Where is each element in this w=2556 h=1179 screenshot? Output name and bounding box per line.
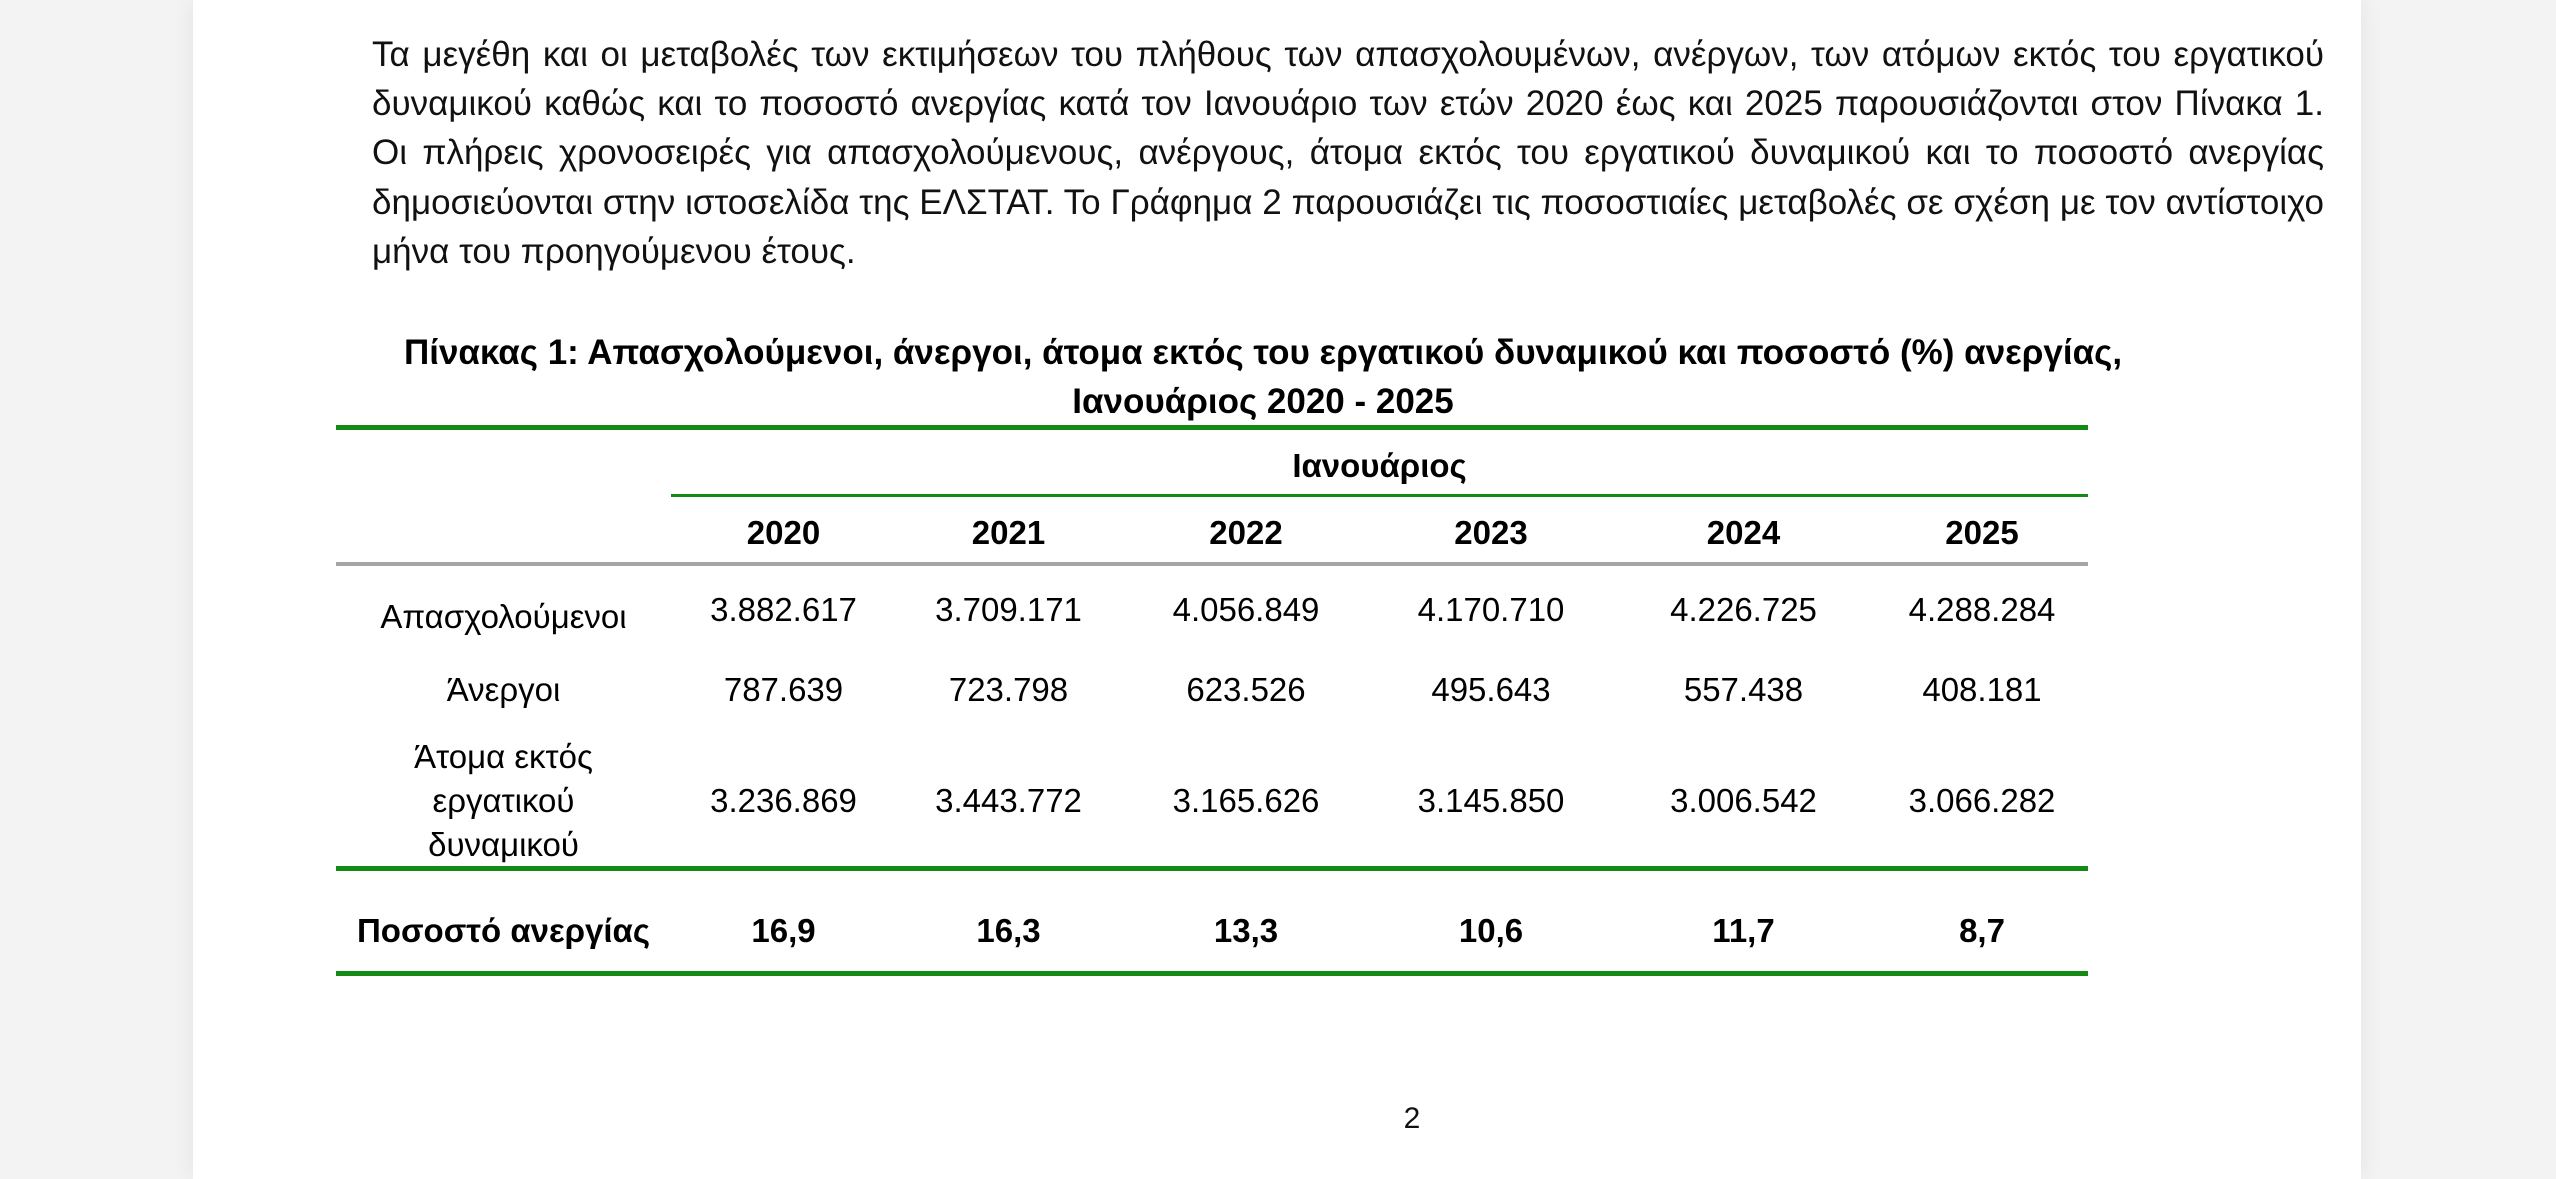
table-cell: 3.165.626	[1172, 782, 1320, 819]
table-bottom-rule	[336, 971, 2088, 976]
table-caption-line-1: Πίνακας 1: Απασχολούμενοι, άνεργοι, άτομα εκτός του εργατικού δυναμικού και ποσοστό (%) ανεργίας,	[403, 333, 2123, 372]
row-label-unemployed: Άνεργοι	[446, 671, 561, 708]
table-cell: 3.443.772	[935, 782, 1082, 819]
table-cell: 4.170.710	[1417, 591, 1565, 628]
year-header: 2023	[1454, 514, 1528, 551]
table-cell: 3.709.171	[935, 591, 1082, 628]
table-cell: 623.526	[1186, 671, 1306, 708]
year-header: 2021	[971, 514, 1046, 551]
body-paragraph: Τα μεγέθη και οι μεταβολές των εκτιμήσεων του πλήθους των απασχολουμένων, ανέργων, των ατόμων εκτός του εργατικού δυναμικού καθώς και το ποσοστό ανεργίας κατά τον Ιανουάριο των ετών 2020 έως και 2025 παρουσιάζονται στον Πίνακα 1. Οι πλήρεις χρονοσειρές για απασχολούμενους, ανέργους, άτομα εκτός του εργατικού δυναμικού και το ποσοστό ανεργίας δημοσιεύονται στην ιστοσελίδα της ΕΛΣΤΑΤ. Το Γράφημα 2 παρουσιάζει τις ποσοστιαίες μεταβολές σε σχέση με τον αντίστοιχο μήνα του προηγούμενου έτους.	[372, 35, 2324, 271]
table-cell: 3.006.542	[1670, 782, 1817, 819]
employment-table	[336, 425, 2088, 977]
rate-cell: 16,9	[751, 912, 816, 949]
group-header-rule	[671, 494, 2088, 497]
table-cell: 787.639	[723, 671, 844, 708]
table-top-rule	[336, 425, 2088, 430]
row-label-line: δυναμικού	[428, 826, 579, 863]
year-header: 2022	[1209, 514, 1283, 551]
table-cell: 4.226.725	[1670, 591, 1817, 628]
row-label-unemployment-rate: Ποσοστό ανεργίας	[356, 912, 651, 949]
rate-cell: 16,3	[976, 912, 1041, 949]
rate-cell: 8,7	[1959, 912, 2005, 949]
table-cell: 3.882.617	[710, 591, 857, 628]
header-bottom-rule	[336, 562, 2088, 566]
table-cell: 408.181	[1922, 671, 2042, 708]
table-cell: 3.066.282	[1908, 782, 2056, 819]
rate-cell: 10,6	[1458, 912, 1524, 949]
table-cell: 723.798	[948, 671, 1069, 708]
year-header: 2024	[1706, 514, 1781, 551]
row-label-line: εργατικού	[432, 782, 575, 819]
group-header-january: Ιανουάριος	[1292, 447, 1467, 484]
table-caption	[333, 328, 2193, 426]
year-header: 2025	[1945, 514, 2019, 551]
row-label-line: Άτομα εκτός	[414, 738, 593, 775]
table-cell: 3.145.850	[1417, 782, 1565, 819]
table-cell: 495.643	[1431, 671, 1551, 708]
table-cell: 4.056.849	[1172, 591, 1320, 628]
row-label-employed: Απασχολούμενοι	[380, 598, 627, 635]
table-cell: 557.438	[1683, 671, 1804, 708]
document-page	[193, 0, 2361, 1179]
rate-cell: 13,3	[1213, 912, 1279, 949]
rate-cell: 11,7	[1712, 912, 1775, 949]
year-header: 2020	[746, 514, 821, 551]
row-label-outside-labour-force	[336, 735, 671, 867]
table-caption-line-2: Ιανουάριος 2020 - 2025	[1072, 382, 1454, 421]
table-cell: 3.236.869	[710, 782, 857, 819]
table-cell: 4.288.284	[1908, 591, 2056, 628]
page-number: 2	[1403, 1102, 1421, 1135]
